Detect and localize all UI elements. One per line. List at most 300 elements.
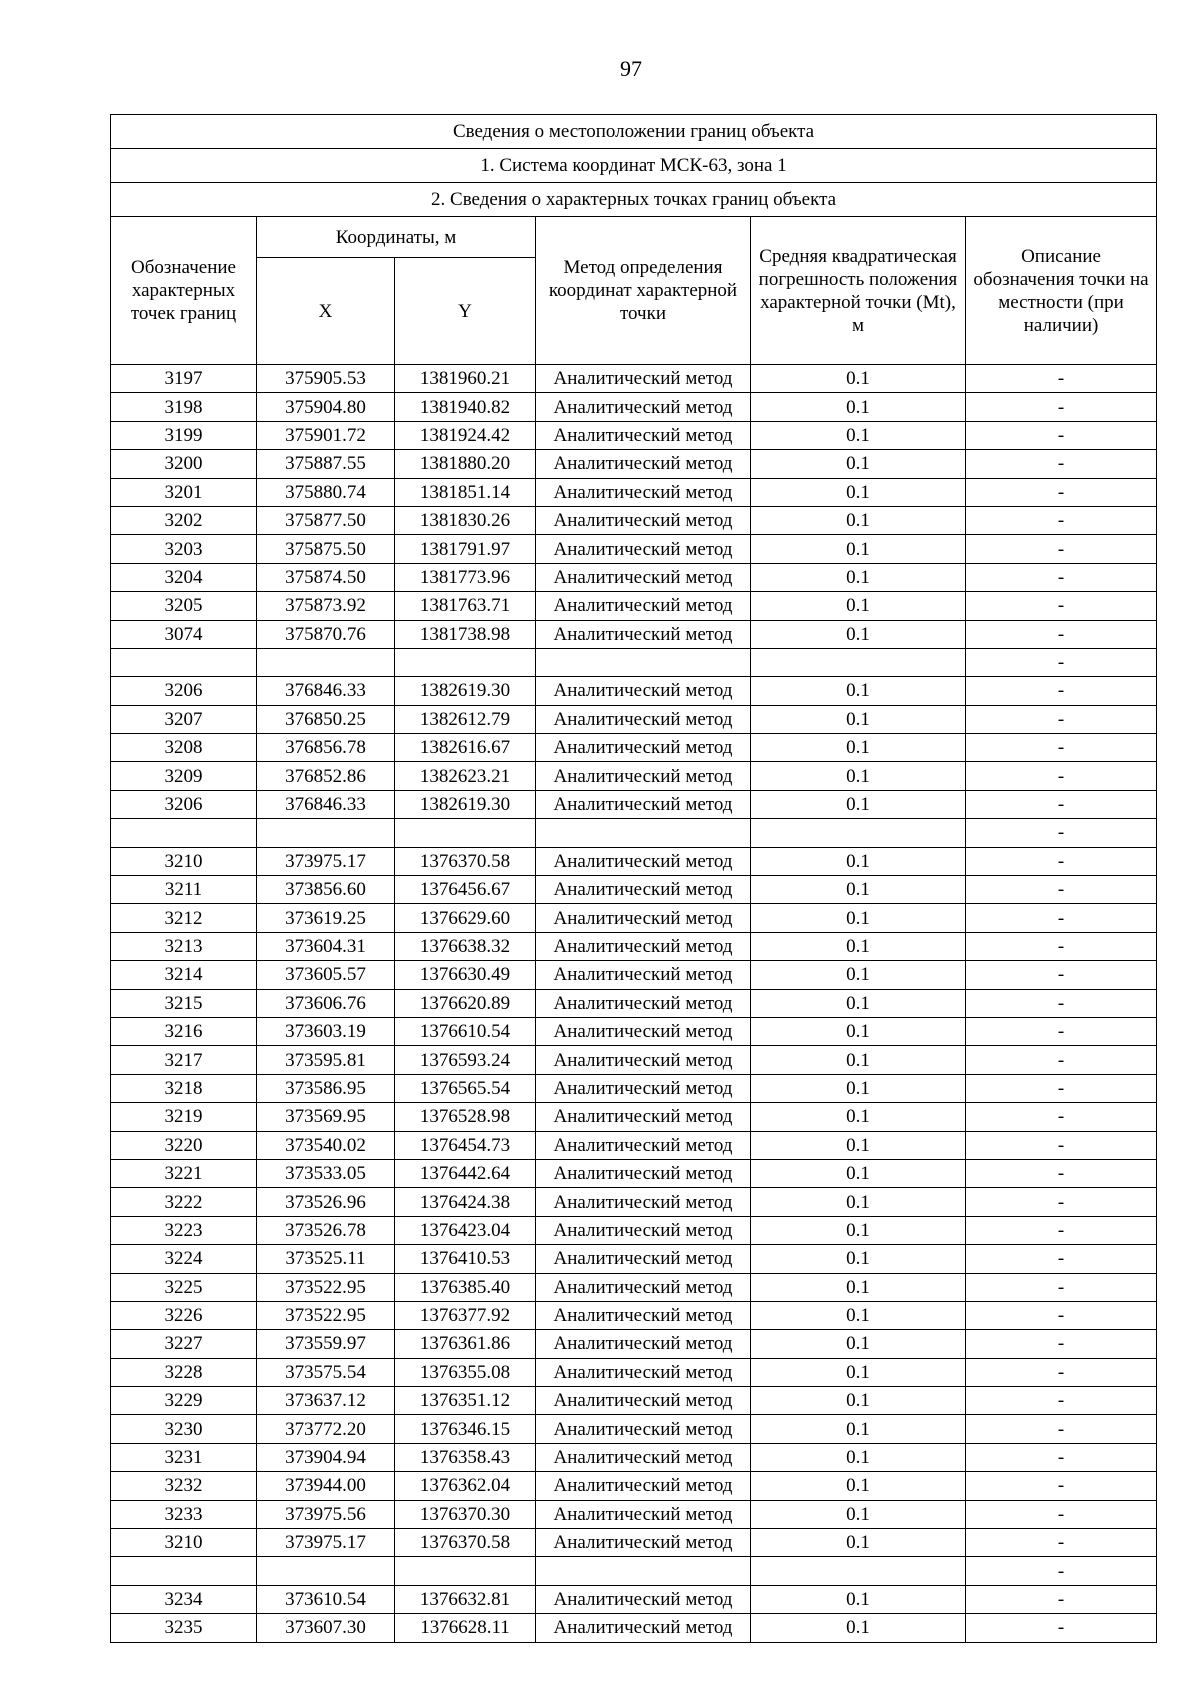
table-row [111,1103,1157,1131]
point-id-cell: 3219 [111,1103,257,1131]
description-cell: - [966,961,1157,989]
x-coordinate-cell: 373637.12 [257,1387,395,1415]
y-coordinate-cell: 1381830.26 [395,506,536,534]
table-row [111,932,1157,960]
point-id-cell: 3198 [111,393,257,421]
description-cell: - [966,648,1157,676]
method-cell: Аналитический метод [536,1216,751,1244]
method-cell: Аналитический метод [536,677,751,705]
x-coordinate-cell: 373975.17 [257,1529,395,1557]
description-cell: - [966,1131,1157,1159]
error-cell: 0.1 [751,705,966,733]
x-coordinate-cell: 373944.00 [257,1472,395,1500]
point-id-cell: 3228 [111,1358,257,1386]
y-coordinate-cell: 1376632.81 [395,1585,536,1613]
description-cell: - [966,450,1157,478]
error-cell: 0.1 [751,961,966,989]
description-cell: - [966,677,1157,705]
x-coordinate-cell: 376856.78 [257,734,395,762]
table-row [111,876,1157,904]
y-coordinate-cell: 1376629.60 [395,904,536,932]
point-id-cell: 3229 [111,1387,257,1415]
header-description: Описание обозначения точки на местности (при наличии) [966,217,1157,365]
table-row [111,365,1157,393]
point-id-cell: 3215 [111,989,257,1017]
point-id-cell: 3202 [111,506,257,534]
point-id-cell: 3232 [111,1472,257,1500]
description-cell: - [966,421,1157,449]
table-row [111,648,1157,676]
table-row [111,762,1157,790]
x-coordinate-cell: 373619.25 [257,904,395,932]
method-cell: Аналитический метод [536,1500,751,1528]
error-cell: 0.1 [751,1017,966,1045]
error-cell [751,819,966,847]
error-cell: 0.1 [751,904,966,932]
table-row [111,1614,1157,1642]
description-cell: - [966,620,1157,648]
point-id-cell [111,648,257,676]
x-coordinate-cell: 375870.76 [257,620,395,648]
y-coordinate-cell: 1376358.43 [395,1443,536,1471]
description-cell: - [966,1216,1157,1244]
table-row [111,705,1157,733]
error-cell: 0.1 [751,1358,966,1386]
point-id-cell: 3208 [111,734,257,762]
description-cell: - [966,790,1157,818]
error-cell: 0.1 [751,535,966,563]
x-coordinate-cell: 373522.95 [257,1301,395,1329]
description-cell: - [966,1159,1157,1187]
description-cell: - [966,1103,1157,1131]
y-coordinate-cell: 1376370.58 [395,847,536,875]
method-cell: Аналитический метод [536,904,751,932]
error-cell: 0.1 [751,620,966,648]
y-coordinate-cell: 1382619.30 [395,677,536,705]
coordinate-system-title: 1. Система координат МСК-63, зона 1 [111,149,1157,183]
error-cell: 0.1 [751,1216,966,1244]
y-coordinate-cell: 1376346.15 [395,1415,536,1443]
y-coordinate-cell: 1376593.24 [395,1046,536,1074]
point-id-cell: 3212 [111,904,257,932]
error-cell: 0.1 [751,677,966,705]
y-coordinate-cell: 1376528.98 [395,1103,536,1131]
point-id-cell: 3222 [111,1188,257,1216]
table-row [111,1500,1157,1528]
x-coordinate-cell: 373606.76 [257,989,395,1017]
y-coordinate-cell: 1382612.79 [395,705,536,733]
y-coordinate-cell: 1376355.08 [395,1358,536,1386]
boundary-points-table [110,114,1157,1643]
x-coordinate-cell: 373569.95 [257,1103,395,1131]
x-coordinate-cell: 373526.78 [257,1216,395,1244]
point-id-cell: 3207 [111,705,257,733]
y-coordinate-cell: 1381773.96 [395,563,536,591]
x-coordinate-cell: 375904.80 [257,393,395,421]
x-coordinate-cell: 373605.57 [257,961,395,989]
x-coordinate-cell: 375877.50 [257,506,395,534]
y-coordinate-cell: 1381763.71 [395,592,536,620]
x-coordinate-cell: 373975.17 [257,847,395,875]
method-cell [536,819,751,847]
point-id-cell: 3205 [111,592,257,620]
description-cell: - [966,876,1157,904]
table-row [111,1216,1157,1244]
description-cell: - [966,1245,1157,1273]
table-row [111,1159,1157,1187]
point-id-cell: 3223 [111,1216,257,1244]
y-coordinate-cell: 1376370.58 [395,1529,536,1557]
method-cell: Аналитический метод [536,535,751,563]
point-id-cell: 3206 [111,790,257,818]
method-cell: Аналитический метод [536,1301,751,1329]
point-id-cell: 3234 [111,1585,257,1613]
x-coordinate-cell: 376846.33 [257,790,395,818]
description-cell: - [966,734,1157,762]
description-cell: - [966,762,1157,790]
method-cell: Аналитический метод [536,1415,751,1443]
y-coordinate-cell: 1382616.67 [395,734,536,762]
table-row [111,1188,1157,1216]
table-row [111,1387,1157,1415]
y-coordinate-cell: 1376620.89 [395,989,536,1017]
method-cell: Аналитический метод [536,1159,751,1187]
error-cell: 0.1 [751,1585,966,1613]
y-coordinate-cell [395,648,536,676]
table-row [111,535,1157,563]
header-x: X [257,258,395,365]
method-cell: Аналитический метод [536,478,751,506]
y-coordinate-cell: 1376610.54 [395,1017,536,1045]
x-coordinate-cell: 375873.92 [257,592,395,620]
description-cell: - [966,989,1157,1017]
error-cell: 0.1 [751,365,966,393]
method-cell: Аналитический метод [536,1387,751,1415]
x-coordinate-cell: 373603.19 [257,1017,395,1045]
table-row [111,563,1157,591]
error-cell: 0.1 [751,1074,966,1102]
error-cell: 0.1 [751,1273,966,1301]
table-row [111,1443,1157,1471]
error-cell: 0.1 [751,421,966,449]
description-cell: - [966,563,1157,591]
error-cell: 0.1 [751,734,966,762]
y-coordinate-cell: 1381940.82 [395,393,536,421]
method-cell: Аналитический метод [536,1273,751,1301]
point-id-cell: 3204 [111,563,257,591]
error-cell: 0.1 [751,506,966,534]
method-cell: Аналитический метод [536,1074,751,1102]
method-cell: Аналитический метод [536,563,751,591]
table-row [111,421,1157,449]
table-row [111,1529,1157,1557]
error-cell: 0.1 [751,989,966,1017]
table-row [111,734,1157,762]
method-cell [536,1557,751,1585]
header-designation: Обозначение характерных точек границ [111,217,257,365]
description-cell: - [966,932,1157,960]
description-cell: - [966,1074,1157,1102]
error-cell: 0.1 [751,563,966,591]
point-id-cell: 3227 [111,1330,257,1358]
point-id-cell: 3209 [111,762,257,790]
error-cell: 0.1 [751,1529,966,1557]
x-coordinate-cell: 373772.20 [257,1415,395,1443]
description-cell: - [966,535,1157,563]
header-error: Средняя квадратическая погрешность положения характерной точки (Mt), м [751,217,966,365]
table-row [111,904,1157,932]
y-coordinate-cell: 1376630.49 [395,961,536,989]
y-coordinate-cell: 1381791.97 [395,535,536,563]
method-cell: Аналитический метод [536,790,751,818]
method-cell: Аналитический метод [536,762,751,790]
method-cell: Аналитический метод [536,1585,751,1613]
method-cell: Аналитический метод [536,1330,751,1358]
x-coordinate-cell: 373575.54 [257,1358,395,1386]
point-id-cell: 3230 [111,1415,257,1443]
x-coordinate-cell: 373540.02 [257,1131,395,1159]
point-id-cell: 3199 [111,421,257,449]
point-id-cell [111,1557,257,1585]
table-row [111,592,1157,620]
method-cell: Аналитический метод [536,1103,751,1131]
x-coordinate-cell: 375901.72 [257,421,395,449]
table-row [111,1557,1157,1585]
header-y: Y [395,258,536,365]
table-row [111,819,1157,847]
method-cell: Аналитический метод [536,961,751,989]
table-row [111,1415,1157,1443]
error-cell [751,1557,966,1585]
x-coordinate-cell [257,1557,395,1585]
x-coordinate-cell: 373975.56 [257,1500,395,1528]
description-cell: - [966,1585,1157,1613]
error-cell [751,648,966,676]
table-body [111,365,1157,1643]
y-coordinate-cell: 1376423.04 [395,1216,536,1244]
point-id-cell: 3220 [111,1131,257,1159]
method-cell [536,648,751,676]
header-method: Метод определения координат характерной точки [536,217,751,365]
y-coordinate-cell: 1381738.98 [395,620,536,648]
header-coordinates: Координаты, м [257,217,536,258]
error-cell: 0.1 [751,790,966,818]
table-row [111,1273,1157,1301]
error-cell: 0.1 [751,1387,966,1415]
table-row [111,620,1157,648]
error-cell: 0.1 [751,1301,966,1329]
point-id-cell: 3210 [111,847,257,875]
x-coordinate-cell: 373607.30 [257,1614,395,1642]
description-cell: - [966,1330,1157,1358]
error-cell: 0.1 [751,932,966,960]
point-id-cell: 3217 [111,1046,257,1074]
table-row [111,1330,1157,1358]
method-cell: Аналитический метод [536,1131,751,1159]
method-cell: Аналитический метод [536,1529,751,1557]
description-cell: - [966,1387,1157,1415]
table-row [111,989,1157,1017]
y-coordinate-cell: 1376377.92 [395,1301,536,1329]
point-id-cell: 3233 [111,1500,257,1528]
description-cell: - [966,705,1157,733]
x-coordinate-cell: 373533.05 [257,1159,395,1187]
method-cell: Аналитический метод [536,393,751,421]
method-cell: Аналитический метод [536,989,751,1017]
description-cell: - [966,592,1157,620]
table-row [111,450,1157,478]
x-coordinate-cell: 375887.55 [257,450,395,478]
method-cell: Аналитический метод [536,847,751,875]
y-coordinate-cell: 1376410.53 [395,1245,536,1273]
description-cell: - [966,1358,1157,1386]
table-row [111,478,1157,506]
table-row [111,1472,1157,1500]
x-coordinate-cell: 375874.50 [257,563,395,591]
y-coordinate-cell: 1381924.42 [395,421,536,449]
x-coordinate-cell: 373904.94 [257,1443,395,1471]
error-cell: 0.1 [751,1614,966,1642]
description-cell: - [966,1443,1157,1471]
method-cell: Аналитический метод [536,592,751,620]
table-row [111,1585,1157,1613]
x-coordinate-cell: 375905.53 [257,365,395,393]
point-id-cell: 3213 [111,932,257,960]
table-row [111,677,1157,705]
x-coordinate-cell: 373595.81 [257,1046,395,1074]
y-coordinate-cell [395,1557,536,1585]
error-cell: 0.1 [751,1159,966,1187]
x-coordinate-cell [257,819,395,847]
point-id-cell: 3211 [111,876,257,904]
table-title: Сведения о местоположении границ объекта [111,115,1157,149]
description-cell: - [966,365,1157,393]
point-id-cell: 3074 [111,620,257,648]
table-row [111,1245,1157,1273]
error-cell: 0.1 [751,1443,966,1471]
x-coordinate-cell: 375880.74 [257,478,395,506]
x-coordinate-cell [257,648,395,676]
y-coordinate-cell: 1376454.73 [395,1131,536,1159]
table-row [111,1017,1157,1045]
x-coordinate-cell: 373522.95 [257,1273,395,1301]
method-cell: Аналитический метод [536,620,751,648]
table-row [111,847,1157,875]
point-id-cell: 3225 [111,1273,257,1301]
point-id-cell: 3218 [111,1074,257,1102]
method-cell: Аналитический метод [536,1188,751,1216]
method-cell: Аналитический метод [536,705,751,733]
point-id-cell: 3226 [111,1301,257,1329]
error-cell: 0.1 [751,1103,966,1131]
method-cell: Аналитический метод [536,1443,751,1471]
error-cell: 0.1 [751,478,966,506]
page-number: 97 [620,56,642,81]
y-coordinate-cell: 1376385.40 [395,1273,536,1301]
error-cell: 0.1 [751,450,966,478]
y-coordinate-cell: 1376456.67 [395,876,536,904]
error-cell: 0.1 [751,1245,966,1273]
y-coordinate-cell: 1382623.21 [395,762,536,790]
description-cell: - [966,1188,1157,1216]
method-cell: Аналитический метод [536,734,751,762]
y-coordinate-cell: 1381880.20 [395,450,536,478]
error-cell: 0.1 [751,592,966,620]
y-coordinate-cell: 1376361.86 [395,1330,536,1358]
x-coordinate-cell: 373525.11 [257,1245,395,1273]
y-coordinate-cell: 1376370.30 [395,1500,536,1528]
y-coordinate-cell [395,819,536,847]
y-coordinate-cell: 1382619.30 [395,790,536,818]
method-cell: Аналитический метод [536,365,751,393]
points-section-title: 2. Сведения о характерных точках границ объекта [111,183,1157,217]
y-coordinate-cell: 1376628.11 [395,1614,536,1642]
method-cell: Аналитический метод [536,450,751,478]
y-coordinate-cell: 1381960.21 [395,365,536,393]
error-cell: 0.1 [751,1046,966,1074]
y-coordinate-cell: 1376638.32 [395,932,536,960]
description-cell: - [966,1472,1157,1500]
point-id-cell [111,819,257,847]
point-id-cell: 3210 [111,1529,257,1557]
description-cell: - [966,904,1157,932]
error-cell: 0.1 [751,1472,966,1500]
description-cell: - [966,506,1157,534]
x-coordinate-cell: 373610.54 [257,1585,395,1613]
point-id-cell: 3206 [111,677,257,705]
method-cell: Аналитический метод [536,1614,751,1642]
x-coordinate-cell: 373586.95 [257,1074,395,1102]
error-cell: 0.1 [751,1500,966,1528]
x-coordinate-cell: 373526.96 [257,1188,395,1216]
method-cell: Аналитический метод [536,932,751,960]
table-row [111,790,1157,818]
table-row [111,1074,1157,1102]
method-cell: Аналитический метод [536,1017,751,1045]
description-cell: - [966,1415,1157,1443]
table-row [111,506,1157,534]
description-cell: - [966,1273,1157,1301]
x-coordinate-cell: 376852.86 [257,762,395,790]
description-cell: - [966,847,1157,875]
description-cell: - [966,1046,1157,1074]
x-coordinate-cell: 376846.33 [257,677,395,705]
x-coordinate-cell: 373559.97 [257,1330,395,1358]
table-row [111,1358,1157,1386]
point-id-cell: 3197 [111,365,257,393]
x-coordinate-cell: 376850.25 [257,705,395,733]
error-cell: 0.1 [751,762,966,790]
point-id-cell: 3216 [111,1017,257,1045]
error-cell: 0.1 [751,847,966,875]
point-id-cell: 3231 [111,1443,257,1471]
x-coordinate-cell: 375875.50 [257,535,395,563]
point-id-cell: 3221 [111,1159,257,1187]
error-cell: 0.1 [751,876,966,904]
error-cell: 0.1 [751,1415,966,1443]
description-cell: - [966,1301,1157,1329]
error-cell: 0.1 [751,393,966,421]
error-cell: 0.1 [751,1188,966,1216]
table-row [111,1046,1157,1074]
method-cell: Аналитический метод [536,876,751,904]
table-row [111,961,1157,989]
point-id-cell: 3200 [111,450,257,478]
point-id-cell: 3201 [111,478,257,506]
point-id-cell: 3224 [111,1245,257,1273]
description-cell: - [966,1614,1157,1642]
point-id-cell: 3214 [111,961,257,989]
